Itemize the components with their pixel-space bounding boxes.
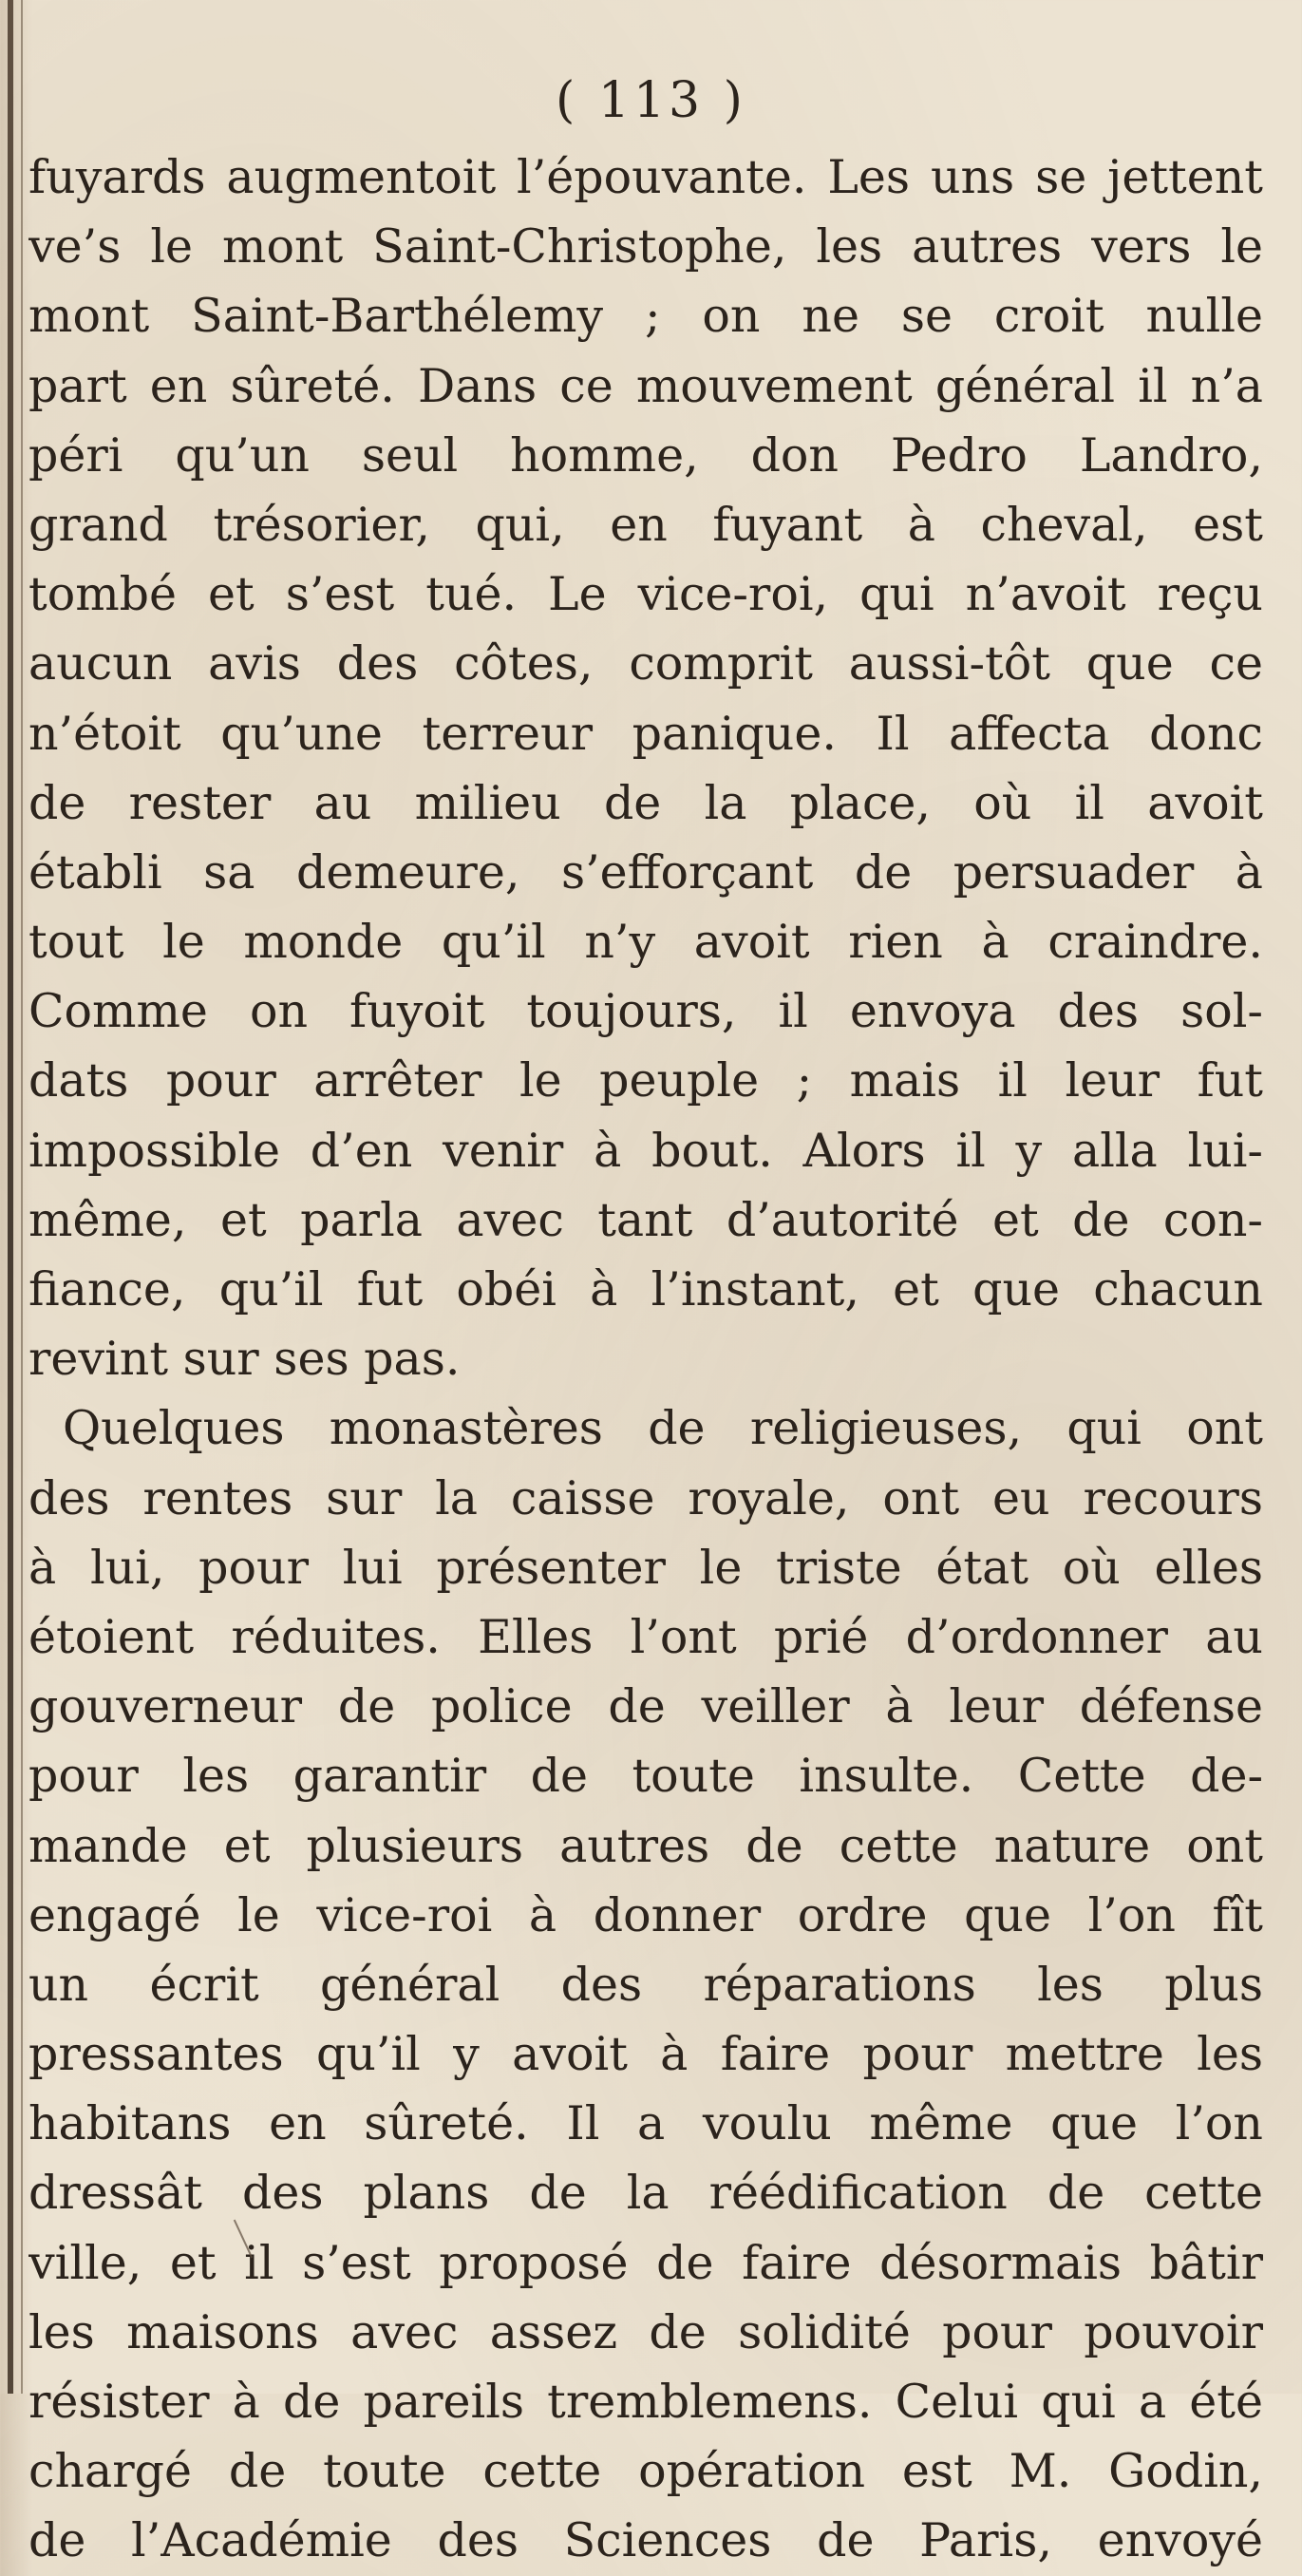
text-line: tout le monde qu’il n’y avoit rien à craindre. bbox=[28, 915, 1263, 970]
text-line: un écrit général des réparations les plus bbox=[28, 1957, 1263, 2012]
text-line: gouverneur de police de veiller à leur défense bbox=[28, 1679, 1263, 1734]
text-line: dats pour arrêter le peuple ; mais il leur fut bbox=[28, 1053, 1263, 1108]
binding-gutter-edge bbox=[21, 0, 23, 2394]
binding-gutter bbox=[8, 0, 13, 2394]
text-line: n’étoit qu’une terreur panique. Il affecta donc bbox=[28, 706, 1263, 761]
text-line: ville, et il s’est proposé de faire désormais bâtir bbox=[28, 2235, 1263, 2290]
text-line: pour les garantir de toute insulte. Cette de- bbox=[28, 1749, 1263, 1804]
text-line: impossible d’en venir à bout. Alors il y alla lui- bbox=[28, 1123, 1263, 1178]
text-line: part en sûreté. Dans ce mouvement général il n’a bbox=[28, 358, 1263, 413]
page-number: ( 113 ) bbox=[556, 72, 746, 129]
text-line: fiance, qu’il fut obéi à l’instant, et que chacun bbox=[28, 1262, 1263, 1316]
text-line: dressât des plans de la réédification de cette bbox=[28, 2166, 1263, 2221]
text-line: fuyards augmentoit l’épouvante. Les uns se jettent bbox=[28, 150, 1263, 204]
text-line: tombé et s’est tué. Le vice-roi, qui n’avoit reçu bbox=[28, 567, 1263, 622]
text-line: engagé le vice-roi à donner ordre que l’on fît bbox=[28, 1887, 1263, 1942]
text-line: Comme on fuyoit toujours, il envoya des sol- bbox=[28, 984, 1263, 1039]
body-text bbox=[28, 142, 1263, 2576]
text-line: les maisons avec assez de solidité pour pouvoir bbox=[28, 2304, 1263, 2359]
paragraph-start-line: Quelques monastères de religieuses, qui ont bbox=[63, 1401, 1263, 1456]
text-line: de rester au milieu de la place, où il avoit bbox=[28, 775, 1263, 830]
text-line: mont Saint-Barthélemy ; on ne se croit nulle bbox=[28, 289, 1263, 344]
text-line: résister à de pareils tremblemens. Celui qui a été bbox=[28, 2375, 1263, 2429]
text-line: établi sa demeure, s’efforçant de persuader à bbox=[28, 844, 1263, 900]
text-line: pressantes qu’il y avoit à faire pour mettre les bbox=[28, 2027, 1263, 2082]
text-line: étoient réduites. Elles l’ont prié d’ordonner au bbox=[28, 1609, 1263, 1664]
text-line: chargé de toute cette opération est M. Godin, bbox=[28, 2444, 1263, 2499]
text-line: aucun avis des côtes, comprit aussi-tôt que ce bbox=[28, 636, 1263, 691]
text-line: péri qu’un seul homme, don Pedro Landro, bbox=[28, 427, 1263, 483]
paragraph-end-line: revint sur ses pas. bbox=[28, 1332, 461, 1387]
text-line: des rentes sur la caisse royale, ont eu recours bbox=[28, 1470, 1263, 1525]
text-line: à lui, pour lui présenter le triste état où elles bbox=[28, 1540, 1263, 1595]
text-line: habitans en sûreté. Il a voulu même que l’on bbox=[28, 2096, 1263, 2151]
text-line: grand trésorier, qui, en fuyant à cheval, est bbox=[28, 497, 1263, 552]
text-line: ve’s le mont Saint-Christophe, les autres vers le bbox=[28, 219, 1263, 275]
text-line: de l’Académie des Sciences de Paris, envoyé bbox=[28, 2513, 1263, 2568]
text-line: même, et parla avec tant d’autorité et de con- bbox=[28, 1192, 1263, 1247]
text-line: mande et plusieurs autres de cette nature ont bbox=[28, 1818, 1263, 1873]
